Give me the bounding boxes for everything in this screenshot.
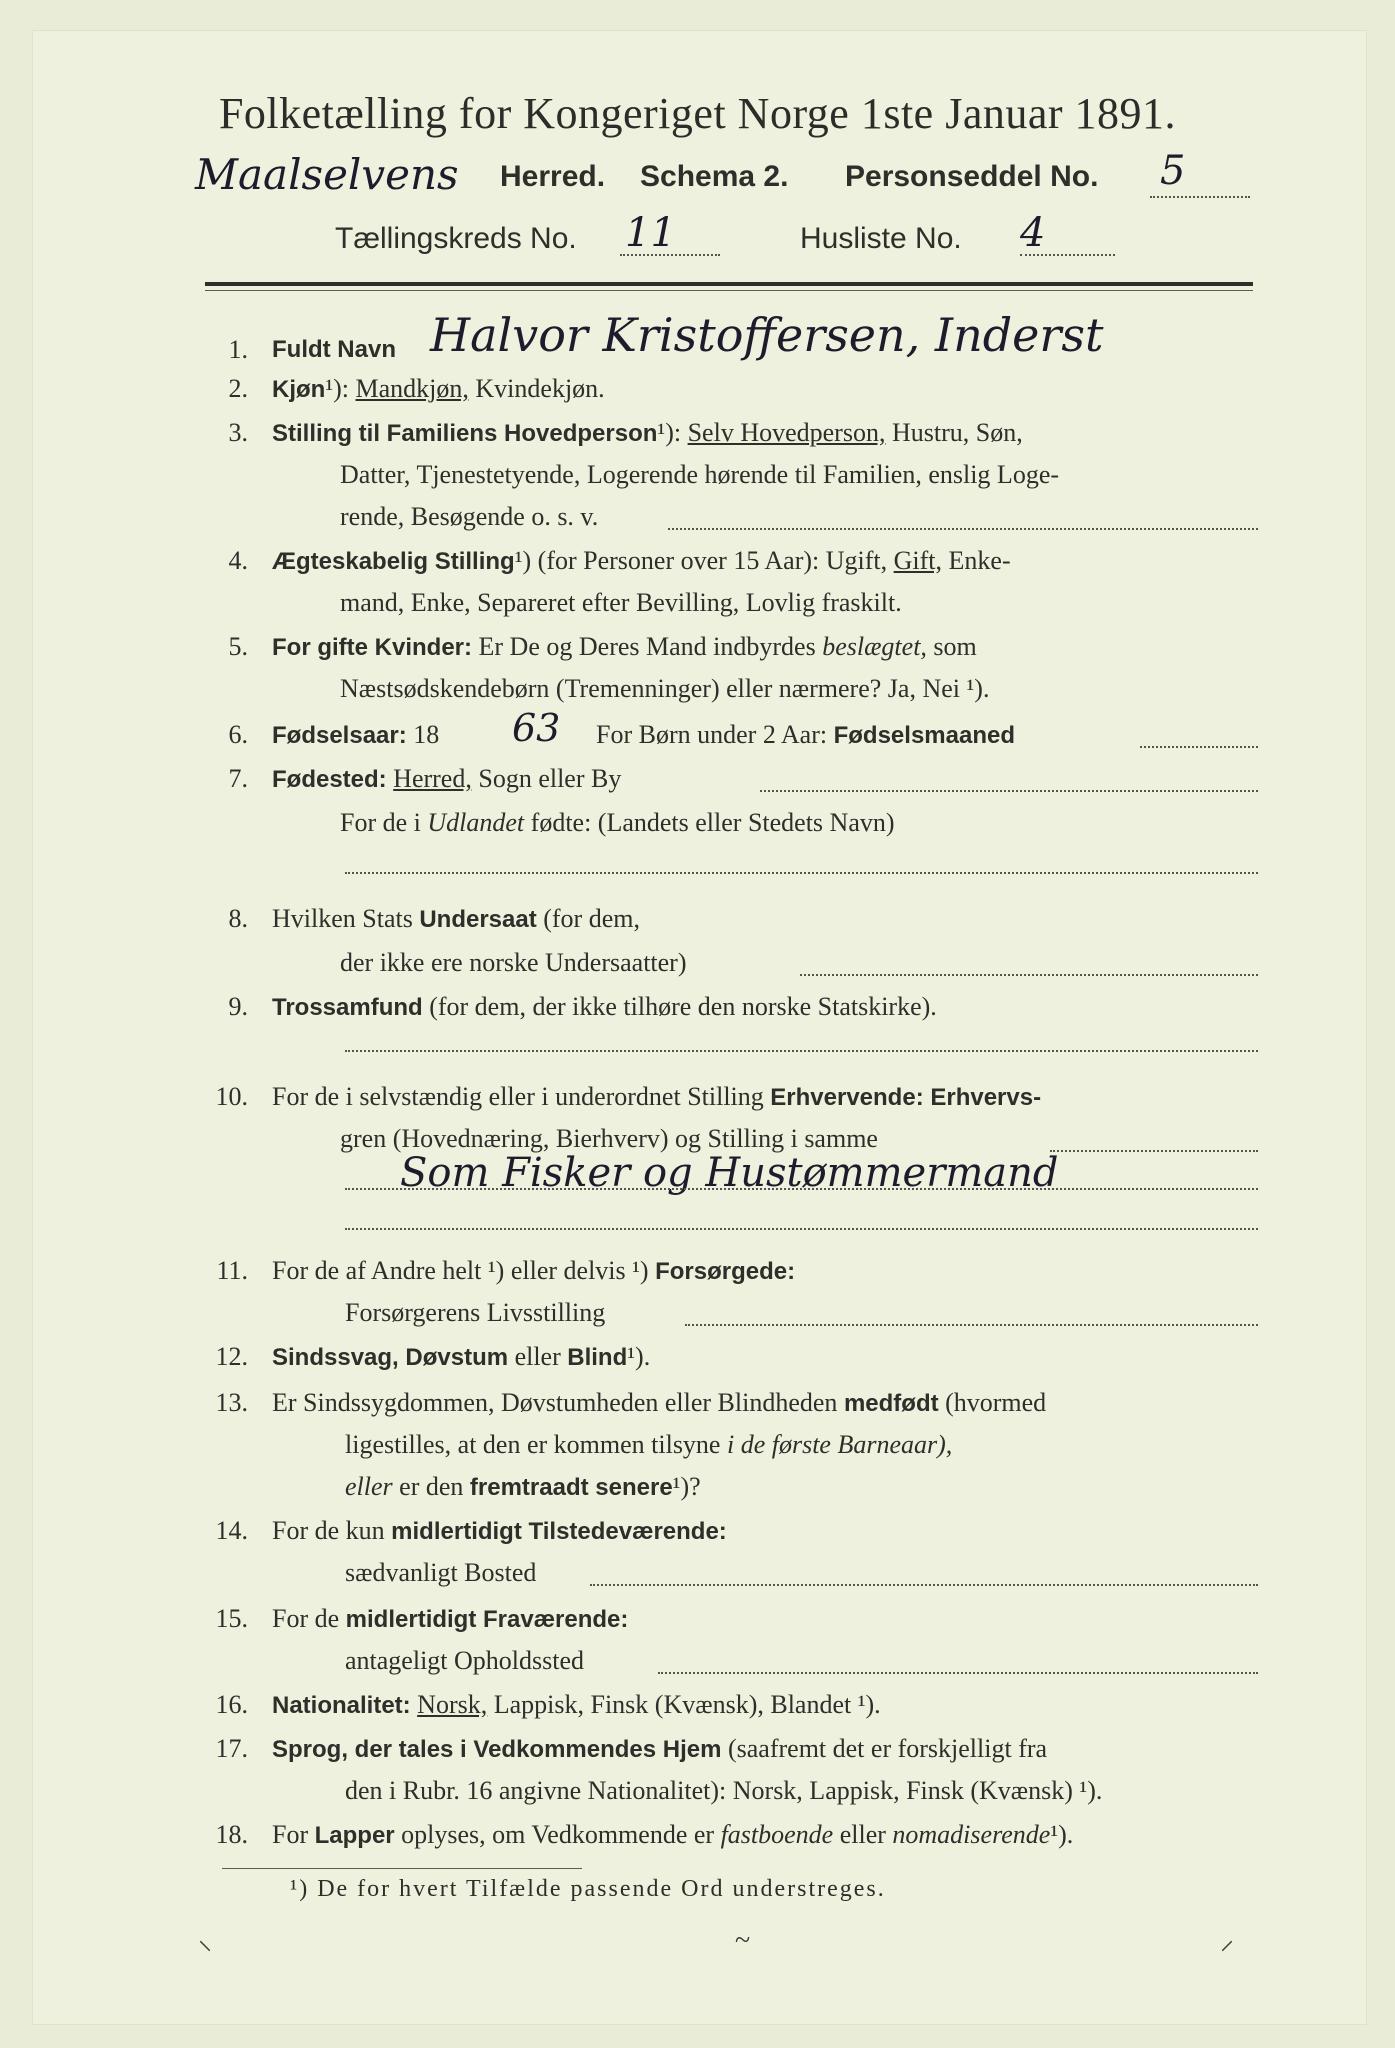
position-options: Hustru, Søn, (891, 418, 1023, 447)
field-label-lapps: Lapper (314, 1822, 395, 1849)
header-rule-thin (205, 290, 1253, 291)
row-11-line1 (272, 1256, 795, 1286)
item-number: 10. (215, 1082, 248, 1111)
row-3-line2: Datter, Tjenestetyende, Logerende hørende til Familien, enslig Loge- (340, 460, 1060, 489)
nationality-options: Lappisk, Finsk (Kvænsk), Blandet ¹). (493, 1690, 881, 1719)
row-17-line2: den i Rubr. 16 angivne Nationalitet): Norsk, Lappisk, Finsk (Kvænsk) ¹). (345, 1776, 1103, 1805)
language-text: (saafremt det er forskjelligt fra (727, 1734, 1048, 1763)
congenital-text: (hvormed (945, 1388, 1047, 1417)
dotted-line (1140, 746, 1258, 748)
row-7-line1 (272, 764, 621, 794)
lapp-text: eller (839, 1820, 886, 1849)
field-label-occupation: Erhvervende: Erhvervs- (770, 1084, 1042, 1111)
row-5-line1 (272, 632, 977, 662)
dotted-line (345, 872, 1258, 874)
item-number: 8. (228, 904, 248, 933)
row-3-line1 (272, 418, 1023, 448)
field-label-name: Fuldt Navn (272, 336, 396, 363)
item-number: 1. (228, 335, 248, 364)
citizenship-text: (for dem, (543, 904, 640, 933)
item-number: 3. (228, 418, 248, 447)
item-number: 6. (228, 720, 248, 749)
temporary-absent-text: For de (272, 1604, 340, 1633)
footnote-ref: ¹). (1050, 1820, 1074, 1849)
dotted-line (590, 1584, 1258, 1586)
row-14-line2: sædvanligt Bosted (345, 1558, 537, 1587)
herred-handwritten: Maalselvens (195, 150, 459, 199)
dotted-line (345, 1228, 1258, 1230)
field-label-sex: Kjøn (272, 376, 326, 403)
field-label-marital: Ægteskabelig Stilling (272, 548, 515, 575)
field-label-temporary-absent: midlertidigt Fraværende: (345, 1606, 629, 1633)
row-9 (272, 992, 937, 1022)
name-handwritten: Halvor Kristoffersen, Inderst (430, 308, 1104, 362)
row-10-line1 (272, 1082, 1041, 1112)
citizenship-text: Hvilken Stats (272, 904, 413, 933)
field-label-language: Sprog, der tales i Vedkommendes Hjem (272, 1736, 722, 1763)
footnote-ref: ¹)? (672, 1472, 701, 1501)
dotted-line (1050, 1150, 1258, 1152)
field-label-birth-month: Fødselsmaaned (833, 722, 1015, 749)
dotted-line (668, 528, 1258, 530)
occupation-handwritten: Som Fisker og Hustømmermand (400, 1150, 1059, 1196)
marital-text: (for Personer over 15 Aar): Ugift, (537, 546, 888, 575)
field-label-later-onset: fremtraadt senere (469, 1474, 673, 1501)
lapp-text: oplyses, om Vedkommende er (401, 1820, 715, 1849)
item-number: 18. (215, 1820, 248, 1849)
question-text: beslægtet, (822, 632, 927, 661)
row-3-line3: rende, Besøgende o. s. v. (340, 502, 599, 531)
item-number: 9. (228, 992, 248, 1021)
footnote-ref: ¹): (657, 418, 682, 447)
field-label-congenital: medfødt (843, 1390, 939, 1417)
item-number: 11. (216, 1256, 248, 1285)
pencil-mark-icon: ⸜ (198, 1925, 213, 1956)
row-18 (272, 1820, 1073, 1850)
sex-option-female: Kvindekjøn. (475, 374, 605, 403)
row-17-line1 (272, 1734, 1047, 1764)
item-number: 2. (228, 374, 248, 403)
lapp-text: For (272, 1820, 309, 1849)
religion-text: (for dem, der ikke tilhøre den norske Statskirke). (429, 992, 937, 1021)
congenital-text: i de første Barneaar), (726, 1430, 953, 1459)
field-label-religion: Trossamfund (272, 994, 423, 1021)
row-8-line1 (272, 904, 640, 934)
item-number: 16. (215, 1690, 248, 1719)
position-option-selected: Selv Hovedperson, (687, 418, 886, 447)
footnote-rule (222, 1868, 582, 1869)
row-7-line2 (340, 808, 895, 838)
kreds-number: 11 (625, 210, 676, 256)
birth-year-prefix: 18 (413, 720, 440, 749)
footnote: ¹) De for hvert Tilfælde passende Ord understreges. (290, 1876, 886, 1902)
congenital-text: Er Sindssygdommen, Døvstumheden eller Blindheden (272, 1388, 838, 1417)
field-label-citizenship: Undersaat (419, 906, 537, 933)
occupation-text: For de i selvstændig eller i underordnet Stilling (272, 1082, 764, 1111)
row-13-line3 (345, 1472, 701, 1502)
field-label-disability: Sindssvag, Døvstum (272, 1344, 509, 1371)
row-15-line2: antageligt Opholdssted (345, 1646, 585, 1675)
congenital-text: ligestilles, at den er kommen tilsyne (345, 1430, 721, 1459)
pencil-mark-icon: ⸝ (1220, 1925, 1235, 1956)
herred-label: Herred. (500, 160, 606, 193)
under-2-years-text: For Børn under 2 Aar: (596, 720, 828, 749)
row-8-line2: der ikke ere norske Undersaatter) (340, 948, 687, 977)
husliste-number: 4 (1020, 210, 1046, 256)
question-text: Er De og Deres Mand indbyrdes (478, 632, 816, 661)
birthplace-options: Sogn eller By (478, 764, 622, 793)
dotted-line (760, 790, 1258, 792)
kreds-label: Tællingskreds No. (335, 222, 577, 255)
sex-option-male-selected: Mandkjøn, (355, 374, 469, 403)
dotted-line (1150, 196, 1250, 198)
row-16 (272, 1690, 881, 1720)
congenital-text: er den (399, 1472, 464, 1501)
item-number: 13. (215, 1388, 248, 1417)
disability-text: eller (514, 1342, 561, 1371)
row-15-line1 (272, 1604, 628, 1634)
dotted-line (1020, 254, 1115, 256)
congenital-text: eller (345, 1472, 393, 1501)
birth-year-handwritten: 63 (512, 706, 561, 750)
footnote-ref: ¹) (514, 546, 532, 575)
field-label-married-women: For gifte Kvinder: (272, 634, 473, 661)
dotted-line (658, 1672, 1258, 1674)
footnote-ref: ¹): (325, 374, 350, 403)
dotted-line (685, 1324, 1258, 1326)
marital-option-selected: Gift, (893, 546, 943, 575)
row-2 (272, 374, 605, 404)
dotted-line (800, 974, 1258, 976)
row-14-line1 (272, 1516, 727, 1546)
nationality-option-selected: Norsk, (417, 1690, 488, 1719)
field-label-position: Stilling til Familiens Hovedperson (272, 420, 658, 447)
item-number: 5. (228, 632, 248, 661)
field-label-nationality: Nationalitet: (272, 1692, 411, 1719)
header-rule (205, 282, 1253, 286)
field-label-supported: Forsørgede: (655, 1258, 796, 1285)
dotted-line (345, 1050, 1258, 1052)
lapp-text: fastboende (720, 1820, 834, 1849)
lapp-text: nomadiserende (892, 1820, 1051, 1849)
row-6-rest (596, 720, 1015, 750)
dotted-line (345, 1188, 1258, 1190)
field-label-blind: Blind (567, 1344, 628, 1371)
abroad-text: Udlandet (427, 808, 525, 837)
footnote-ref: ¹). (627, 1342, 651, 1371)
temporary-present-text: For de kun (272, 1516, 385, 1545)
personseddel-label: Personseddel No. (845, 160, 1099, 193)
supported-text: For de af Andre helt ¹) eller delvis ¹) (272, 1256, 649, 1285)
row-12 (272, 1342, 650, 1372)
row-4-line1 (272, 546, 1011, 576)
form-title: Folketælling for Kongeriget Norge 1ste Januar 1891. (218, 89, 1177, 138)
birthplace-option-selected: Herred, (393, 764, 472, 793)
row-5-line2: Næstsødskendebørn (Tremenninger) eller nærmere? Ja, Nei ¹). (340, 674, 990, 703)
row-6 (272, 720, 439, 750)
field-label-temporary-present: midlertidigt Tilstedeværende: (391, 1518, 727, 1545)
row-10-line2: gren (Hovednæring, Bierhverv) og Stilling i samme (340, 1124, 878, 1153)
item-number: 15. (215, 1604, 248, 1633)
row-13-line1 (272, 1388, 1046, 1418)
marital-text: Enke- (948, 546, 1011, 575)
dotted-line (620, 254, 720, 256)
personseddel-number: 5 (1160, 148, 1186, 194)
row-4-line2: mand, Enke, Separeret efter Bevilling, Lovlig fraskilt. (340, 588, 902, 617)
item-number: 17. (215, 1734, 248, 1763)
row-13-line2 (345, 1430, 952, 1460)
item-number: 4. (228, 546, 248, 575)
item-number: 7. (228, 764, 248, 793)
husliste-label: Husliste No. (800, 222, 962, 255)
question-text: som (933, 632, 977, 661)
abroad-text: For de i (340, 808, 421, 837)
item-number: 14. (215, 1516, 248, 1545)
pencil-mark-icon: ~ (735, 1925, 751, 1956)
field-label-birthplace: Fødested: (272, 766, 387, 793)
abroad-text: fødte: (Landets eller Stedets Navn) (530, 808, 895, 837)
field-label-birth-year: Fødselsaar: (272, 722, 407, 749)
row-11-line2: Forsørgerens Livsstilling (345, 1298, 606, 1327)
item-number: 12. (215, 1342, 248, 1371)
schema-label: Schema 2. (640, 160, 789, 193)
